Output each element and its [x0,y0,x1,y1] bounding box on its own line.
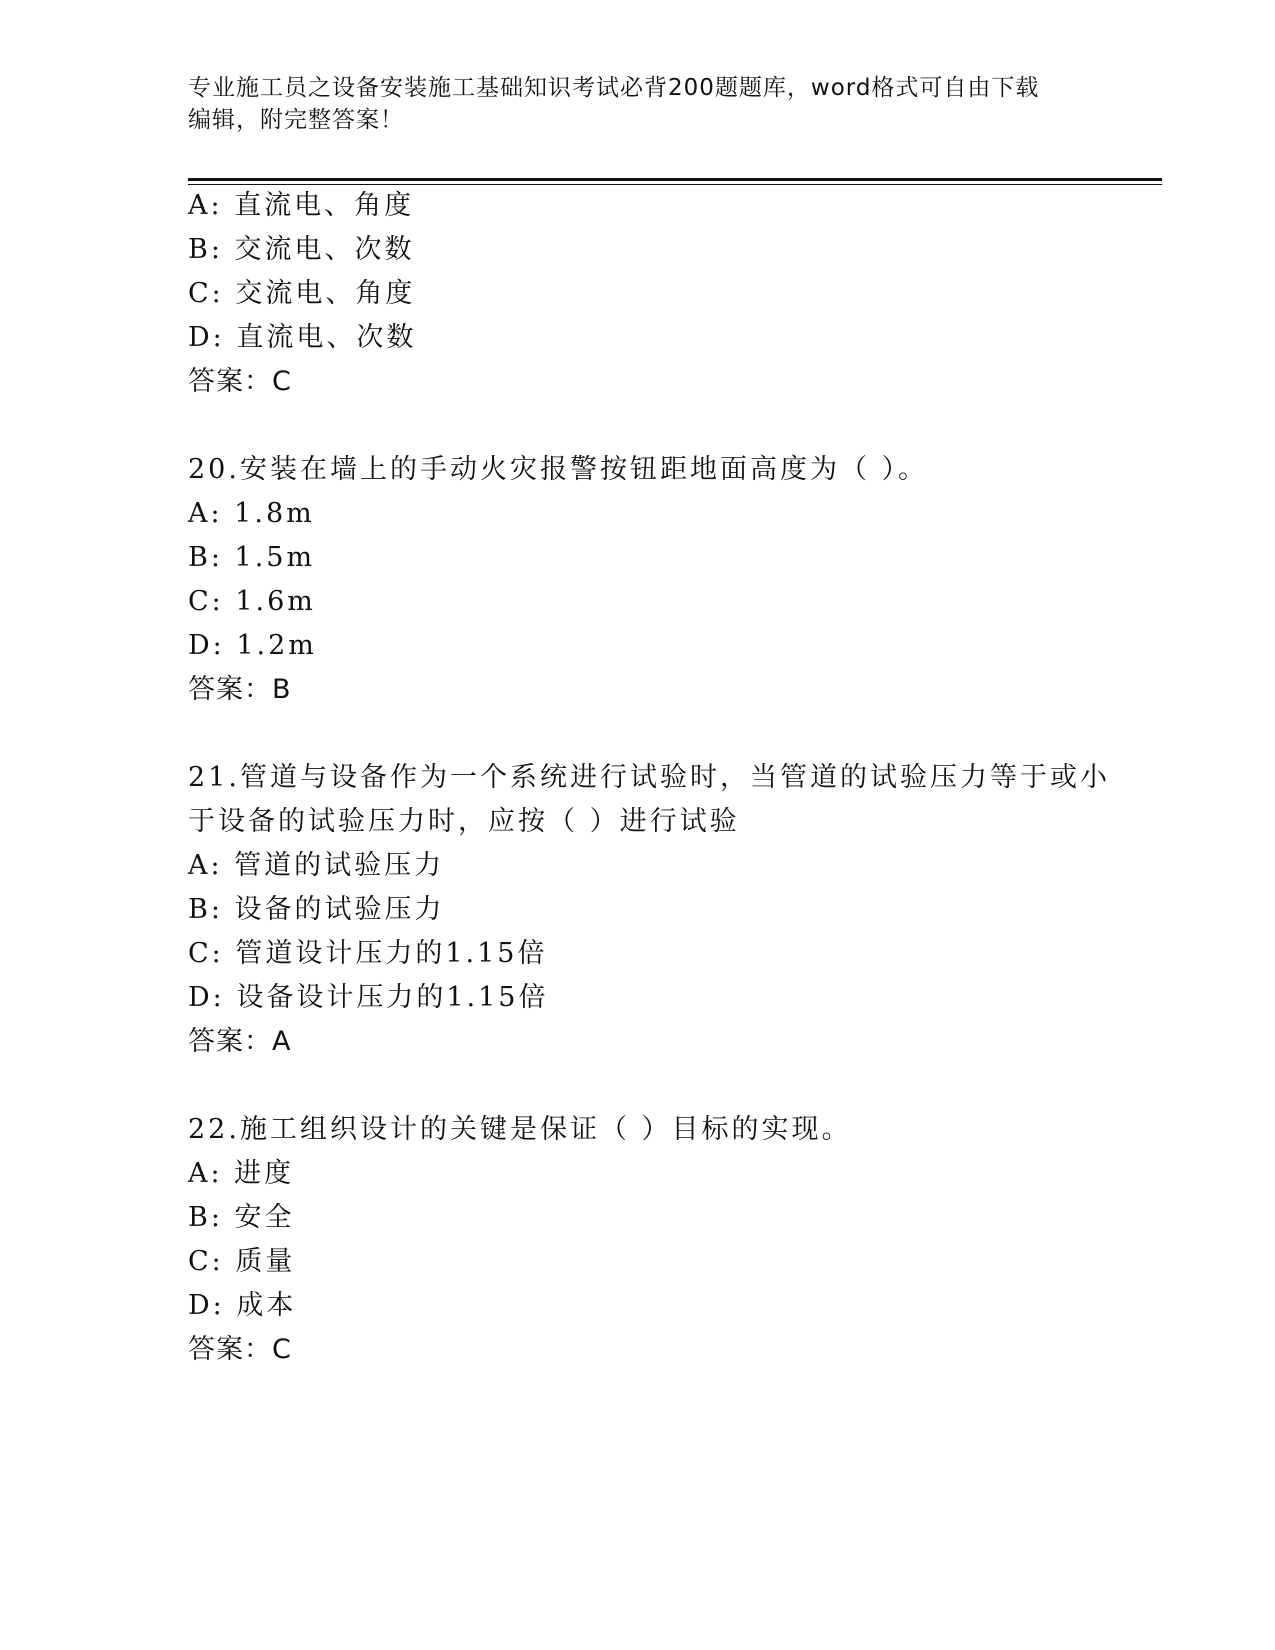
q21-answer: 答案：A [188,1026,292,1057]
q19-option-b: B: 交流电、次数 [188,234,415,265]
q21-option-b: B: 设备的试验压力 [188,894,445,925]
header-divider-thin [188,184,1162,185]
q20-option-c: C: 1.6m [188,586,316,617]
q22-answer: 答案：C [188,1334,292,1365]
q22-option-c: C: 质量 [188,1246,296,1277]
q20-stem: 20.安装在墙上的手动火灾报警按钮距地面高度为（ ）。 [188,454,929,485]
q19-option-d: D: 直流电、次数 [188,322,417,353]
q22-option-b: B: 安全 [188,1202,295,1233]
header-divider-thick [188,178,1162,181]
q22-option-a: A: 进度 [188,1158,295,1189]
q19-option-c: C: 交流电、角度 [188,278,416,309]
q22-stem: 22.施工组织设计的关键是保证（ ）目标的实现。 [188,1114,852,1145]
q20-answer: 答案：B [188,674,292,705]
q22-option-d: D: 成本 [188,1290,297,1321]
q19-answer: 答案：C [188,366,292,397]
q21-option-c: C: 管道设计压力的1.15倍 [188,938,548,969]
q21-option-a: A: 管道的试验压力 [188,850,445,881]
q20-option-b: B: 1.5m [188,542,316,573]
header-title-line-1: 专业施工员之设备安装施工基础知识考试必背200题题库，word格式可自由下载 [188,75,1040,101]
q19-option-a: A: 直流电、角度 [188,190,415,221]
q20-option-a: A: 1.8m [188,498,315,529]
q21-stem-line-1: 21.管道与设备作为一个系统进行试验时，当管道的试验压力等于或小 [188,762,1110,793]
document-header [188,72,1088,136]
q21-stem-line-2: 于设备的试验压力时，应按（ ）进行试验 [188,806,740,837]
q21-option-d: D: 设备设计压力的1.15倍 [188,982,549,1013]
header-title-line-2: 编辑，附完整答案！ [188,107,404,133]
q20-option-d: D: 1.2m [188,630,317,661]
